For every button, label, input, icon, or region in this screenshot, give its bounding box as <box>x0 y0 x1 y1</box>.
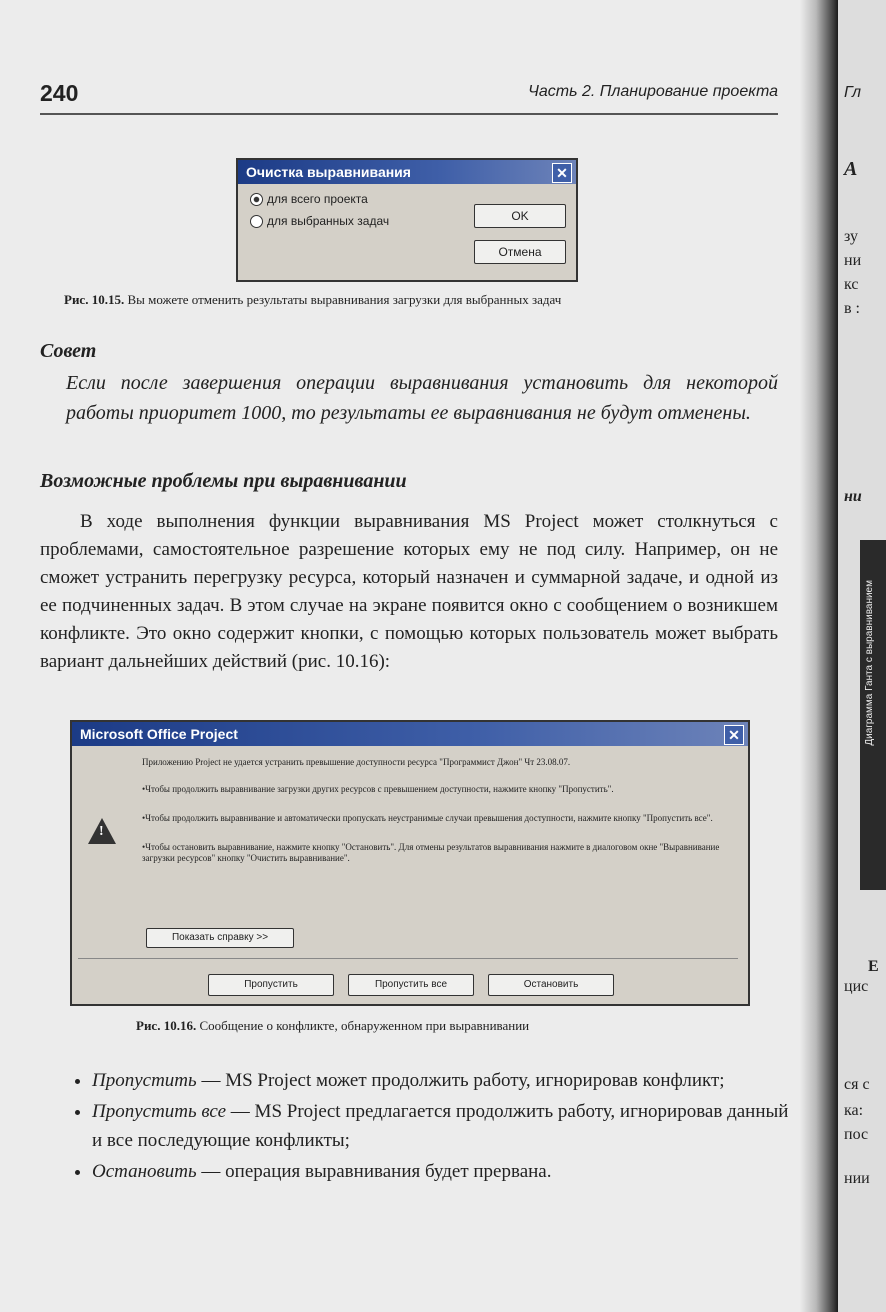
list-item: • Пропустить все — MS Project предлагается продолжить работу, игнорировав данный и все последующие конфликты; <box>92 1097 800 1155</box>
conflict-option-stop: •Чтобы остановить выравнивание, нажмите кнопку "Остановить". Для отмены результатов выравнивания нажмите в диалоговом окне "Выравнивание загрузки ресурсов" кнопку "Очистить выравнивание". <box>142 842 720 863</box>
conflict-option-skip-all: •Чтобы продолжить выравнивание и автоматически пропускать неустранимые случаи превышения доступности, нажмите кнопку "Пропустить все". <box>142 813 713 823</box>
conflict-message: Приложению Project не удается устранить превышение доступности ресурса "Программист Джон" Чт 23.08.07. <box>142 757 571 767</box>
radio-selected-tasks[interactable]: для выбранных задач <box>250 214 389 228</box>
ok-button[interactable]: OK <box>474 204 566 228</box>
right-page-line: цис <box>844 978 869 995</box>
skip-button[interactable]: Пропустить <box>208 974 334 996</box>
book-spine-shadow <box>800 0 840 1312</box>
figure-caption-10-16: Рис. 10.16. Сообщение о конфликте, обнаруженном при выравнивании <box>136 1018 530 1033</box>
figure-caption-10-15: Рис. 10.15. Вы можете отменить результаты выравнивания загрузки для выбранных задач <box>64 292 562 307</box>
right-page-line: ка: <box>844 1102 864 1119</box>
right-page-header: Гл <box>844 84 862 101</box>
right-page-line: ся с <box>844 1076 870 1093</box>
list-item: • Остановить — операция выравнивания будет прервана. <box>92 1157 800 1186</box>
right-page-heading: А <box>844 158 858 180</box>
clear-leveling-dialog <box>236 158 578 282</box>
right-page-line: Е <box>868 958 879 975</box>
close-icon[interactable]: ✕ <box>724 725 744 745</box>
radio-entire-project[interactable]: для всего проекта <box>250 192 368 206</box>
cancel-button[interactable]: Отмена <box>474 240 566 264</box>
right-page-line: зу <box>844 228 858 245</box>
show-help-button[interactable]: Показать справку >> <box>146 928 294 948</box>
dialog-title: Очистка выравнивания <box>246 164 411 180</box>
list-item: • Пропустить — MS Project может продолжить работу, игнорировав конфликт; <box>92 1066 800 1095</box>
right-page-line: пос <box>844 1126 869 1143</box>
option-list <box>70 1066 800 1188</box>
radio-unselected-icon <box>250 215 263 228</box>
right-page-line: ни <box>844 488 862 505</box>
skip-all-button[interactable]: Пропустить все <box>348 974 474 996</box>
close-icon[interactable]: ✕ <box>552 163 572 183</box>
right-page-line: кс <box>844 276 859 293</box>
section-heading: Возможные проблемы при выравнивании <box>40 470 407 492</box>
book-page-right-fragment <box>838 0 886 1312</box>
running-title: Часть 2. Планирование проекта <box>528 83 778 100</box>
advice-heading: Совет <box>40 340 97 362</box>
warning-icon: ! <box>88 818 116 844</box>
dialog-title: Microsoft Office Project <box>80 726 238 742</box>
dialog-titlebar <box>238 160 576 184</box>
right-page-line: в : <box>844 300 860 317</box>
dialog-titlebar <box>72 722 748 746</box>
right-page-screenshot: Диаграмма Ганта с выравниванием <box>860 540 886 890</box>
right-page-line: нии <box>844 1170 870 1187</box>
conflict-option-skip: •Чтобы продолжить выравнивание загрузки других ресурсов с превышением доступности, нажмите кнопку "Пропустить". <box>142 784 614 794</box>
header-rule <box>40 113 778 115</box>
stop-button[interactable]: Остановить <box>488 974 614 996</box>
page-number: 240 <box>40 80 79 106</box>
dialog-separator <box>78 958 738 959</box>
right-page-line: ни <box>844 252 862 269</box>
advice-text: Если после завершения операции выравнивания установить для некоторой работы приоритет 1000, то результаты ее выравнивания не будут отменены. <box>66 372 778 424</box>
section-paragraph: В ходе выполнения функции выравнивания MS Project может столкнуться с проблемами, самостоятельное разрешение которых ему не под силу. Например, он не сможет устранить перегрузку ресурса, который назначен и суммарной задаче, и одной из ее подчиненных задач. В этом случае на экране появится окно с сообщением о возникшем конфликте. Это окно содержит кнопки, с помощью которых пользователь может выбрать вариант дальнейших действий (рис. 10.16): <box>40 511 778 672</box>
radio-selected-icon <box>250 193 263 206</box>
